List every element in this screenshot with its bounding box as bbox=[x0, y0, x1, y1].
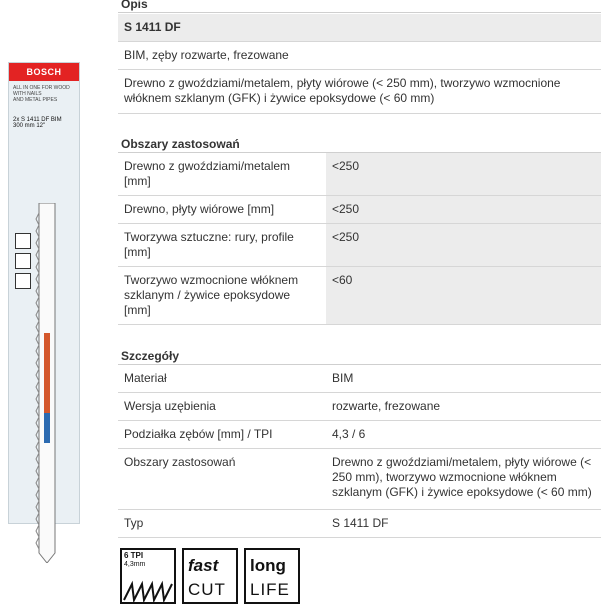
row-label: Wersja uzębienia bbox=[124, 399, 216, 413]
table-row bbox=[118, 393, 601, 421]
model-name: S 1411 DF bbox=[124, 20, 181, 34]
row-value: rozwarte, frezowane bbox=[332, 399, 441, 413]
row-value: <250 bbox=[326, 224, 601, 266]
row-label: Tworzywa sztuczne: rury, profile [mm] bbox=[124, 230, 294, 259]
table-row bbox=[118, 267, 601, 325]
row-value: <250 bbox=[326, 196, 601, 223]
pack-code-text: 2x S 1411 DF BIM bbox=[13, 117, 62, 123]
row-label: Typ bbox=[124, 516, 144, 530]
table-row bbox=[118, 449, 601, 510]
pack-icon-long bbox=[15, 273, 31, 289]
szczegoly-table bbox=[118, 348, 601, 538]
section-title-opis: Opis bbox=[118, 0, 601, 13]
tpi-badge-icon bbox=[120, 548, 176, 604]
row-label: Materiał bbox=[124, 371, 167, 385]
pack-size-text: 300 mm 12" bbox=[13, 123, 46, 129]
row-value: BIM bbox=[332, 371, 354, 385]
tpi-label: 6 TPI bbox=[124, 551, 144, 560]
row-value: <250 bbox=[326, 153, 601, 195]
table-row bbox=[118, 153, 601, 196]
row-label: Tworzywo wzmocnione włóknem szklanym / żywice epoksydowe [mm] bbox=[124, 273, 299, 317]
pack-icons bbox=[15, 233, 31, 293]
obszary-table bbox=[118, 136, 601, 325]
opis-table bbox=[118, 14, 601, 114]
long-life-badge-icon bbox=[244, 548, 300, 604]
section-title-szczegoly: Szczegóły bbox=[118, 348, 601, 365]
brand-logo: BOSCH bbox=[9, 63, 79, 81]
long-word: long bbox=[250, 556, 286, 575]
row-value: S 1411 DF bbox=[332, 516, 389, 530]
saw-blade-icon bbox=[35, 203, 59, 563]
tpi-spacing: 4,3mm bbox=[124, 561, 146, 568]
description-text: Drewno z gwoździami/metalem, płyty wiórowe (< 250 mm), tworzywo wzmocnione włóknem szklanym (GFK) i żywice epoksydowe (< 60 mm) bbox=[124, 76, 561, 105]
row-label: Drewno z gwoździami/metalem [mm] bbox=[124, 159, 291, 188]
table-row bbox=[118, 421, 601, 449]
row-value: Drewno z gwoździami/metalem, płyty wiórowe (< 250 mm), tworzywo wzmocnione włóknem szklanym (GFK) i żywice epoksydowe (< 60 mm) bbox=[332, 455, 592, 499]
row-label: Drewno, płyty wiórowe [mm] bbox=[124, 202, 275, 216]
pack-code bbox=[13, 117, 62, 129]
cut-word: CUT bbox=[188, 580, 226, 599]
features-text: BIM, zęby rozwarte, frezowane bbox=[124, 48, 289, 62]
pack-icon-tpi bbox=[15, 233, 31, 249]
row-value: 4,3 / 6 bbox=[332, 427, 366, 441]
opis-row-description bbox=[118, 70, 601, 114]
pack-line-1: ALL IN ONE FOR WOOD WITH NAILS bbox=[13, 85, 70, 97]
product-image bbox=[8, 62, 80, 524]
section-title-obszary: Obszary zastosowań bbox=[118, 136, 601, 153]
fast-cut-badge-icon bbox=[182, 548, 238, 604]
table-row bbox=[118, 196, 601, 224]
pack-description bbox=[13, 85, 75, 103]
life-word: LIFE bbox=[250, 580, 290, 599]
feature-badges bbox=[120, 548, 300, 604]
fast-word: fast bbox=[188, 556, 219, 575]
table-row bbox=[118, 224, 601, 267]
table-row bbox=[118, 365, 601, 393]
pack-line-2: AND METAL PIPES bbox=[13, 97, 58, 103]
opis-row-features bbox=[118, 42, 601, 70]
table-row bbox=[118, 510, 601, 538]
row-label: Obszary zastosowań bbox=[124, 455, 236, 469]
pack-icon-fast bbox=[15, 253, 31, 269]
opis-row-model bbox=[118, 14, 601, 42]
row-value: <60 bbox=[326, 267, 601, 324]
saw-teeth-icon bbox=[122, 570, 174, 602]
row-label: Podziałka zębów [mm] / TPI bbox=[124, 427, 273, 441]
